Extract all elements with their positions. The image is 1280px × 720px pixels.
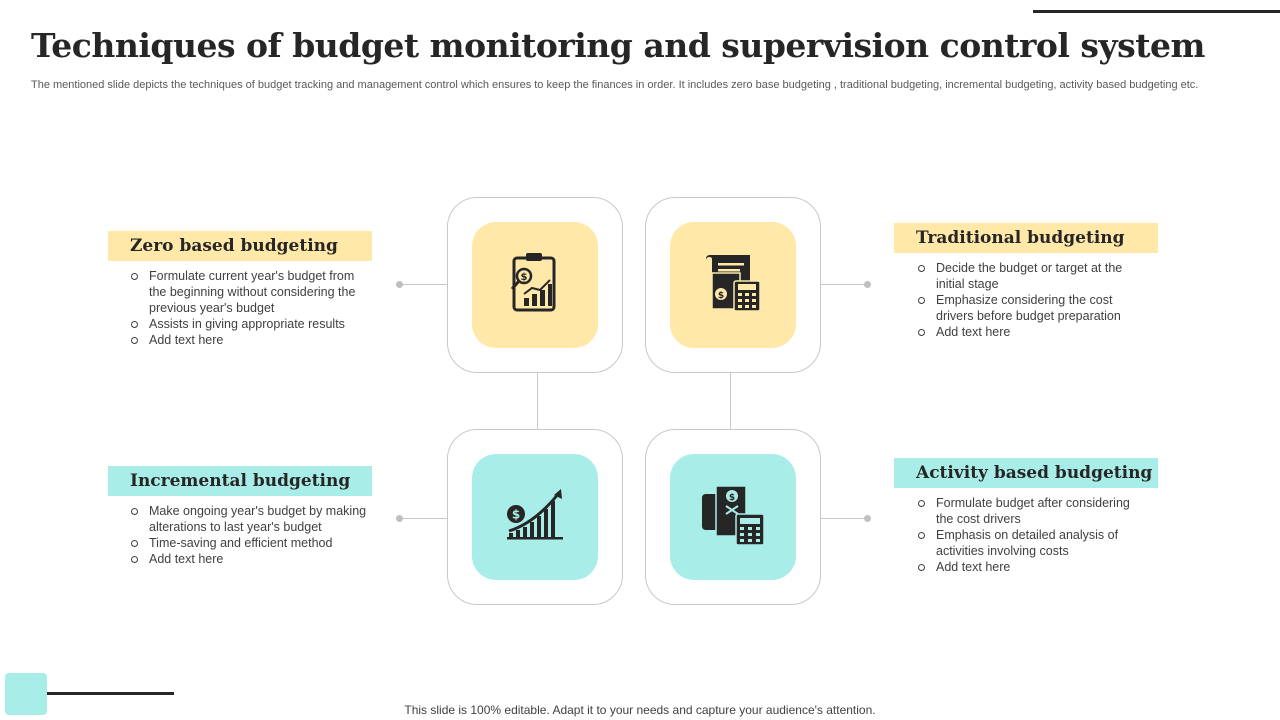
svg-text:$: $ (511, 507, 521, 521)
list-item: Add text here (917, 324, 1139, 340)
zero-based-tile (472, 222, 598, 348)
incremental-tile (472, 454, 598, 580)
connector-incremental (400, 518, 447, 519)
traditional-tile (670, 222, 796, 348)
page-subtitle: The mentioned slide depicts the techniques of budget tracking and management control which ensures to keep the finances in order. It includes zero base budgeting , traditional budgeting, incremental budgeting, activity based budgeting etc. (31, 79, 1199, 91)
documents-calculator-icon (704, 255, 762, 316)
footer-note: This slide is 100% editable. Adapt it to your needs and capture your audience's attention. (404, 703, 876, 717)
list-item: Emphasize considering the cost drivers before budget preparation (917, 292, 1139, 324)
incremental-points (130, 503, 385, 567)
connector-zero (400, 284, 447, 285)
list-item: Assists in giving appropriate results (130, 316, 370, 332)
activity-based-tile (670, 454, 796, 580)
connector-dot-traditional (864, 281, 871, 288)
svg-text:$: $ (728, 492, 736, 503)
connector-dot-incremental (396, 515, 403, 522)
activity-based-label: Activity based budgeting (894, 458, 1158, 488)
incremental-label: Incremental budgeting (108, 466, 372, 496)
connector-dot-activity (864, 515, 871, 522)
traditional-points (917, 260, 1139, 340)
svg-text:$: $ (520, 271, 528, 283)
top-accent-rule (1033, 10, 1280, 13)
list-item: Emphasis on detailed analysis of activities involving costs (917, 527, 1139, 559)
connector-vertical-left (537, 373, 538, 429)
list-item: Formulate current year's budget from the beginning without considering the previous year's budget (130, 268, 370, 316)
traditional-label: Traditional budgeting (894, 223, 1158, 253)
connector-vertical-right (730, 373, 731, 429)
zero-based-card (447, 197, 623, 373)
activity-based-points (917, 495, 1139, 575)
list-item: Formulate budget after considering the cost drivers (917, 495, 1139, 527)
bottom-accent-rule (47, 692, 174, 695)
list-item: Decide the budget or target at the initial stage (917, 260, 1139, 292)
traditional-card (645, 197, 821, 373)
list-item: Add text here (130, 551, 385, 567)
invoice-calculator-icon (700, 484, 766, 551)
growth-chart-icon (505, 487, 565, 548)
list-item: Add text here (917, 559, 1139, 575)
incremental-card (447, 429, 623, 605)
page-title: Techniques of budget monitoring and supervision control system (31, 26, 1205, 65)
clipboard-chart-icon (510, 252, 560, 319)
list-item: Make ongoing year's budget by making alterations to last year's budget (130, 503, 385, 535)
activity-based-card (645, 429, 821, 605)
zero-based-points (130, 268, 370, 348)
list-item: Time-saving and efficient method (130, 535, 385, 551)
connector-traditional (820, 284, 868, 285)
svg-text:$: $ (717, 290, 725, 301)
connector-dot-zero (396, 281, 403, 288)
list-item: Add text here (130, 332, 370, 348)
connector-activity (820, 518, 868, 519)
zero-based-label: Zero based budgeting (108, 231, 372, 261)
